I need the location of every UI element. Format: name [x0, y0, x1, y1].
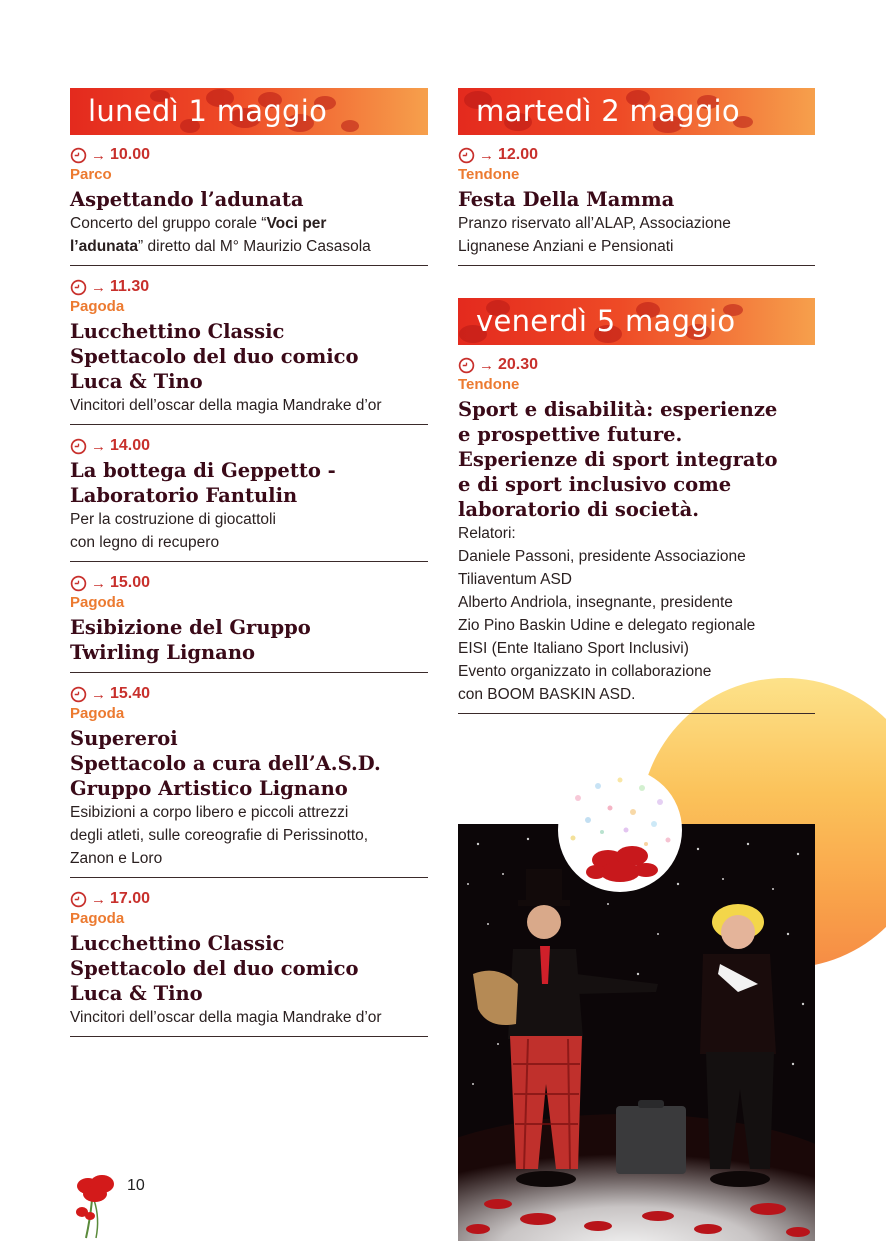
event-time: 14.00: [110, 437, 151, 454]
poppy-flower-icon: [70, 1170, 130, 1240]
day-header-monday: [70, 88, 428, 135]
day-header-friday: [458, 298, 815, 345]
event-title: [70, 931, 428, 1006]
event-item: [458, 345, 815, 714]
clock-icon: [70, 575, 87, 592]
event-title: [70, 319, 428, 394]
description-line: Daniele Passoni, presidente Associazione: [458, 548, 746, 565]
time-row: [70, 684, 428, 704]
right-column: [458, 88, 815, 714]
event-title-line: Esperienze di sport integrato: [458, 448, 778, 471]
clock-icon: [458, 357, 475, 374]
event-title-line: laboratorio di società.: [458, 498, 700, 521]
event-title-line: Laboratorio Fantulin: [70, 484, 298, 507]
event-title: [458, 187, 815, 212]
event-title-line: Sport e disabilità: esperienze: [458, 398, 778, 421]
day-title: lunedì 1 maggio: [88, 94, 328, 128]
day-header-tuesday: [458, 88, 815, 135]
description-line: Per la costruzione di giocattoli: [70, 511, 276, 528]
description-line: Pranzo riservato all’ALAP, Associazione: [458, 215, 731, 232]
event-description: [458, 522, 815, 706]
description-line: Relatori:: [458, 525, 516, 542]
event-description: [70, 1006, 428, 1029]
event-title-line: Aspettando l’adunata: [70, 188, 304, 211]
event-title: [70, 458, 428, 508]
time-row: [70, 277, 428, 297]
clock-icon: [458, 147, 475, 164]
event-title-line: Esibizione del Gruppo: [70, 616, 311, 639]
event-description: [70, 212, 428, 258]
description-fragment: l’adunata: [70, 238, 139, 255]
arrow-icon: →: [91, 146, 106, 164]
arrow-icon: →: [479, 356, 494, 374]
event-title-line: Gruppo Artistico Lignano: [70, 777, 348, 800]
arrow-icon: →: [91, 890, 106, 908]
event-title-line: Luca & Tino: [70, 370, 203, 393]
description-line: Zio Pino Baskin Udine e delegato regionale: [458, 617, 756, 634]
event-item: [70, 562, 428, 673]
event-item: [70, 266, 428, 425]
page-number: 10: [127, 1177, 145, 1194]
description-line: Alberto Andriola, insegnante, presidente: [458, 594, 733, 611]
event-time: 20.30: [498, 356, 539, 373]
event-time: 17.00: [110, 890, 151, 907]
description-fragment: Voci per: [266, 215, 327, 232]
description-line: con BOOM BASKIN ASD.: [458, 686, 636, 703]
description-line: degli atleti, sulle coreografie di Perissinotto,: [70, 827, 369, 844]
event-time: 15.00: [110, 574, 151, 591]
description-line: EISI (Ente Italiano Sport Inclusivi): [458, 640, 689, 657]
event-item: [70, 673, 428, 878]
event-place: Pagoda: [70, 298, 125, 315]
day-title: venerdì 5 maggio: [476, 304, 736, 338]
arrow-icon: →: [91, 437, 106, 455]
description-fragment: ” diretto dal M° Maurizio Casasola: [138, 238, 371, 255]
event-title-line: Lucchettino Classic: [70, 932, 285, 955]
event-item: [70, 878, 428, 1037]
clock-icon: [70, 438, 87, 455]
event-title-line: Twirling Lignano: [70, 641, 256, 664]
event-title-line: e prospettive future.: [458, 423, 683, 446]
event-title: [458, 397, 815, 522]
confetti-circle-decoration: [558, 768, 682, 892]
time-row: [458, 355, 815, 375]
event-time: 11.30: [110, 278, 150, 295]
event-title: [70, 726, 428, 801]
event-place: Pagoda: [70, 910, 125, 927]
description-line: Tiliaventum ASD: [458, 571, 572, 588]
event-description: [70, 508, 428, 554]
event-time: 15.40: [110, 685, 151, 702]
event-item: [458, 135, 815, 266]
time-row: [70, 436, 428, 456]
description-fragment: Concerto del gruppo corale “: [70, 215, 267, 232]
arrow-icon: →: [91, 278, 106, 296]
event-place: Pagoda: [70, 705, 125, 722]
description-line: Esibizioni a corpo libero e piccoli attrezzi: [70, 804, 349, 821]
event-title-line: Spettacolo a cura dell’A.S.D.: [70, 752, 381, 775]
event-title: [70, 615, 428, 665]
event-title: [70, 187, 428, 212]
event-item: [70, 425, 428, 562]
time-row: [70, 145, 428, 165]
left-column: [70, 88, 428, 1037]
event-title-line: La bottega di Geppetto -: [70, 459, 336, 482]
event-title-line: Lucchettino Classic: [70, 320, 285, 343]
event-title-line: Supereroi: [70, 727, 178, 750]
event-title-line: Luca & Tino: [70, 982, 203, 1005]
event-place: Pagoda: [70, 594, 125, 611]
event-description: [70, 801, 428, 870]
time-row: [70, 573, 428, 593]
arrow-icon: →: [479, 146, 494, 164]
event-place: Tendone: [458, 376, 520, 393]
event-item: [70, 135, 428, 266]
time-row: [458, 145, 815, 165]
clock-icon: [70, 147, 87, 164]
event-title-line: e di sport inclusivo come: [458, 473, 732, 496]
description-line: Zanon e Loro: [70, 850, 163, 867]
event-title-line: Spettacolo del duo comico: [70, 345, 359, 368]
arrow-icon: →: [91, 574, 106, 592]
event-title-line: Festa Della Mamma: [458, 188, 675, 211]
description-line: Vincitori dell’oscar della magia Mandrake d’or: [70, 397, 382, 414]
description-line: Lignanese Anziani e Pensionati: [458, 238, 674, 255]
event-description: [458, 212, 815, 258]
event-place: Parco: [70, 166, 112, 183]
description-line: Evento organizzato in collaborazione: [458, 663, 712, 680]
event-title-line: Spettacolo del duo comico: [70, 957, 359, 980]
event-time: 12.00: [498, 146, 539, 163]
clock-icon: [70, 891, 87, 908]
clock-icon: [70, 686, 87, 703]
clock-icon: [70, 279, 87, 296]
description-line: Vincitori dell’oscar della magia Mandrake d’or: [70, 1009, 382, 1026]
description-line: con legno di recupero: [70, 534, 220, 551]
event-time: 10.00: [110, 146, 151, 163]
event-place: Tendone: [458, 166, 520, 183]
event-description: [70, 394, 428, 417]
arrow-icon: →: [91, 685, 106, 703]
day-title: martedì 2 maggio: [476, 94, 740, 128]
time-row: [70, 889, 428, 909]
